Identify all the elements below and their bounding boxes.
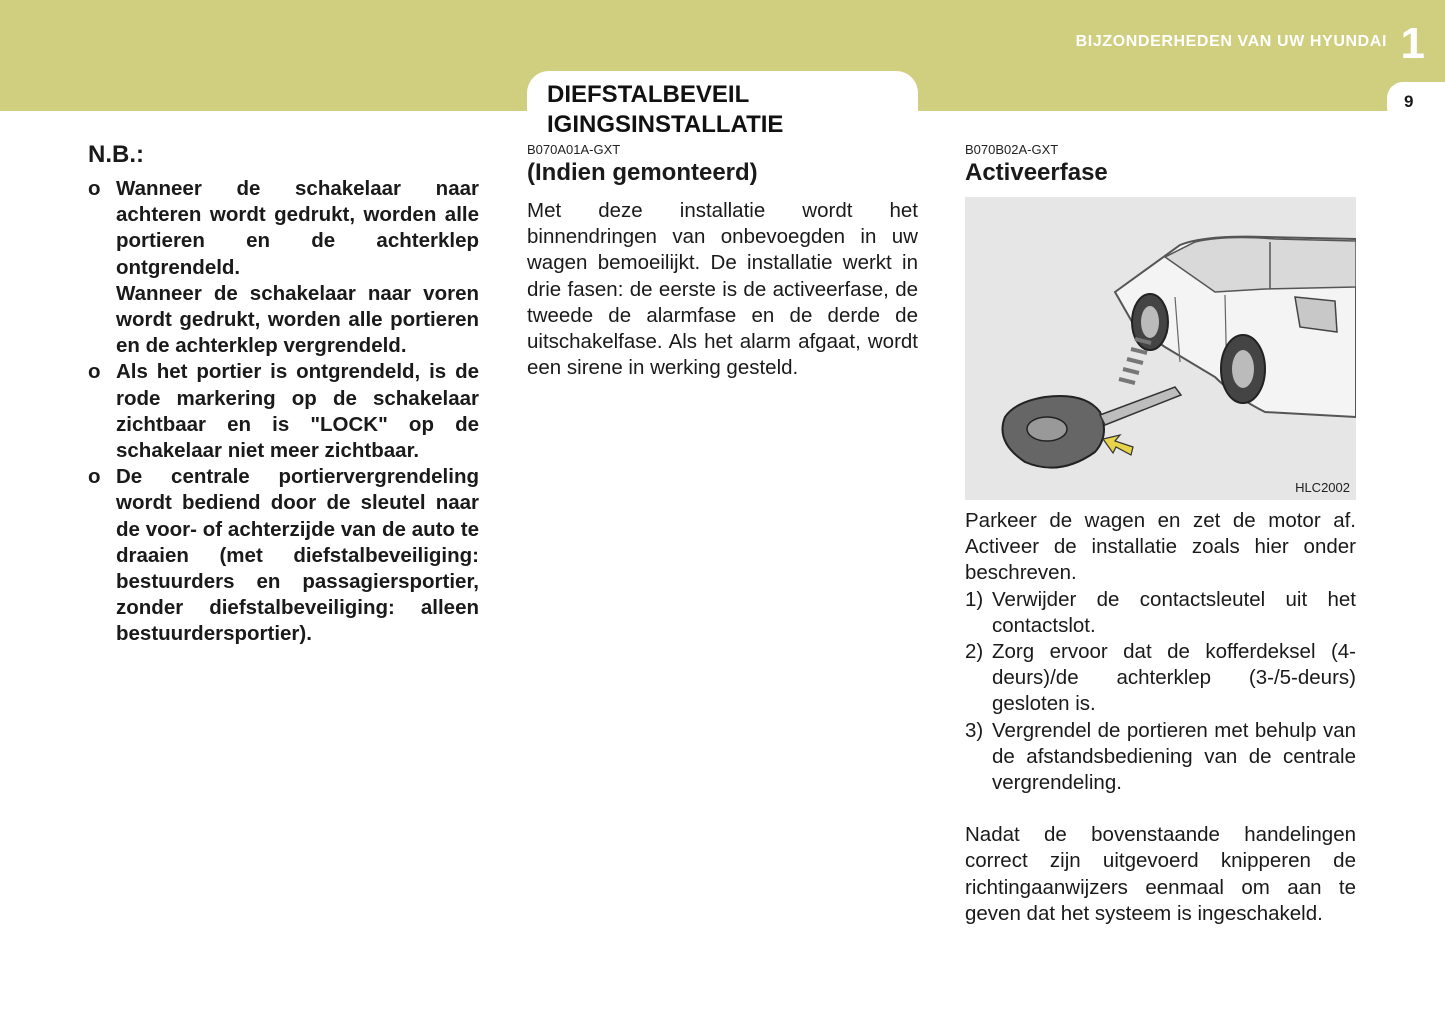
page-number: 9 — [1404, 92, 1414, 111]
step-text: Vergrendel de portieren met behulp van de afstandsbediening van de centrale vergrendeling. — [992, 718, 1356, 795]
section-code: B070A01A-GXT — [527, 142, 621, 157]
right-column — [965, 142, 1356, 927]
section-code: B070B02A-GXT — [965, 142, 1059, 157]
middle-column — [527, 142, 918, 381]
subheading: Activeerfase — [965, 159, 1108, 186]
step-text: Zorg ervoor dat de kofferdeksel (4-deurs)/de achterklep (3-/5-deurs) gesloten is. — [992, 640, 1356, 716]
figure-label: HLC2002 — [1295, 480, 1350, 495]
body-paragraph: Met deze installatie wordt het binnendringen van onbevoegden in uw wagen bemoeilijkt. De installatie werkt in drie fasen: de eerste is de activeerfase, de tweede de alarmfase en de derde de uitschakelfase. Als het alarm afgaat, wordt een sirene in werking gesteld. — [527, 199, 918, 380]
step-item — [965, 587, 1356, 639]
chapter-number: 1 — [1400, 19, 1425, 68]
step-number: 2) — [965, 640, 984, 664]
note-list — [88, 176, 479, 648]
note-bullet: o — [88, 465, 101, 489]
note-heading: N.B.: — [88, 141, 144, 168]
note-item — [88, 176, 479, 359]
note-paragraph: Als het portier is ontgrendeld, is de rode markering op de schakelaar zichtbaar en is "LOCK" op de schakelaar niet meer zichtbaar. — [116, 360, 479, 463]
step-item — [965, 639, 1356, 718]
note-paragraph: De centrale portiervergrendeling wordt bediend door de sleutel naar de voor- of achterzijde van de auto te draaien (met diefstalbeveiliging: bestuurders en passagiersportier, zonder diefstalbeveiliging: alleen bestuurdersportier). — [116, 465, 479, 646]
step-number: 3) — [965, 718, 984, 742]
chapter-title: BIJZONDERHEDEN VAN UW HYUNDAI — [1075, 33, 1387, 50]
section-title — [547, 80, 907, 140]
note-bullet: o — [88, 177, 101, 200]
page-number-tab — [1387, 82, 1445, 124]
step-item — [965, 718, 1356, 797]
closing-paragraph: Nadat de bovenstaande handelingen correct zijn uitgevoerd knipperen de richtingaanwijzers eenmaal om aan te geven dat het systeem is ingeschakeld. — [965, 823, 1356, 925]
paragraph-gap — [965, 796, 1356, 822]
step-number: 1) — [965, 587, 984, 611]
step-text: Verwijder de contactsleutel uit het contactslot. — [992, 587, 1356, 637]
car-key-illustration — [965, 197, 1356, 500]
note-paragraph: Wanneer de schakelaar naar achteren wordt gedrukt, worden alle portieren en de achterklep ontgrendeld. — [116, 177, 479, 279]
left-column — [88, 140, 479, 648]
note-item — [88, 359, 479, 464]
note-item — [88, 464, 479, 647]
intro-paragraph: Parkeer de wagen en zet de motor af. Activeer de installatie zoals hier onder beschreven. — [965, 509, 1356, 585]
note-bullet: o — [88, 360, 101, 384]
subheading: (Indien gemonteerd) — [527, 159, 758, 186]
car-illustration-icon — [965, 197, 1356, 500]
note-paragraph: Wanneer de schakelaar naar voren wordt gedrukt, worden alle portieren en de achterklep vergrendeld. — [116, 281, 479, 358]
step-list — [965, 587, 1356, 797]
section-title-line-2: IGINGSINSTALLATIE — [547, 111, 784, 138]
section-title-line-1: DIEFSTALBEVEIL — [547, 81, 750, 108]
